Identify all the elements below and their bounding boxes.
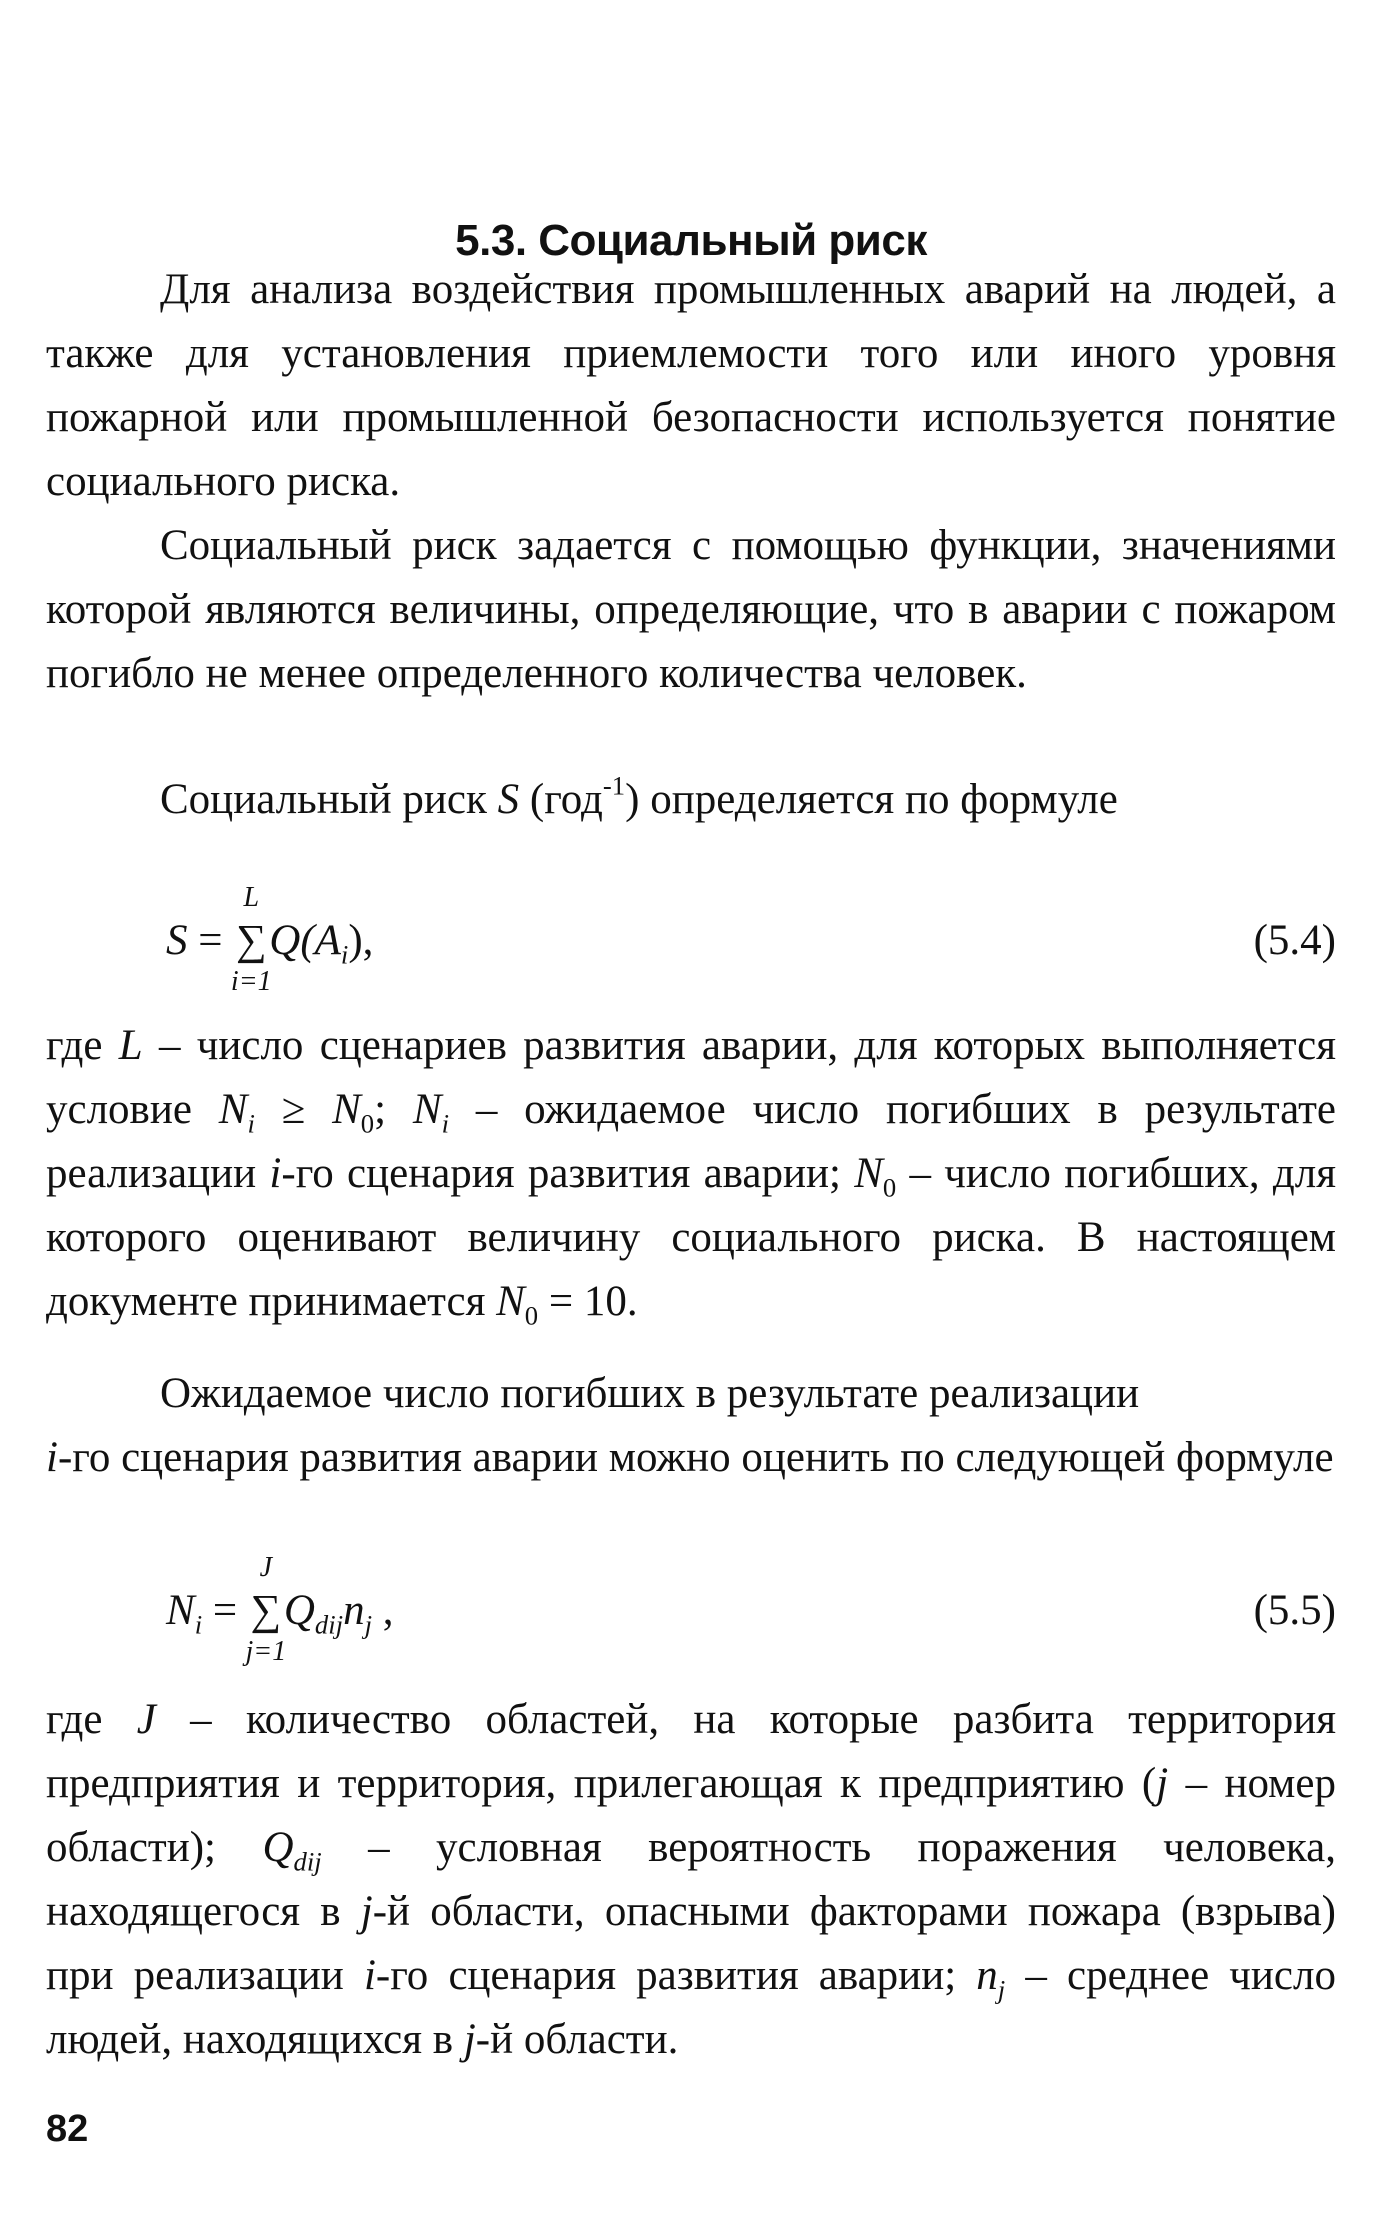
paragraph-formula-lead: Социальный риск S (год$^{-1}$) определяется по формуле [160,770,1118,823]
section-heading: 5.3. Социальный риск [455,216,927,265]
formula-5-4 [46,880,1336,1000]
summation-sign: ∑ J j=1 [245,1552,287,1667]
paragraph-definitions-5-5: где J – количество областей, на которые разбита территория предприятия и территория, прилегающая к предприятию (j – номер области); $Q_{dij}$ – условная вероятность поражения человека, находящегося в j-й области, опасными факторами пожара (взрыва) при реализации i-го сценария развития аварии; $n_j$ – среднее число людей, находящихся в j-й области. [46,1696,1336,2063]
formula-5-5-expression: $N_i$ = ∑ J j=1 $Q_{dij}n_j$ , [166,1552,394,1667]
summation-sign: ∑ L i=1 [230,882,272,997]
paragraph-definitions-5-4: где L – число сценариев развития аварии, для которых выполняется условие $N_i \ge N_0$; $N_i$ – ожидаемое число погибших в результате реализации i-го сценария развития аварии; $N_0$ – число погибших, для которого оценивают величину социального риска. В настоящем документе принимается $N_0 = 10$. [46,1022,1336,1331]
paragraph-intro: Для анализа воздействия промышленных аварий на людей, а также для установления приемлемости того или иного уровня пожарной или промышленной безопасности используется понятие социального риска. [46,266,1336,505]
page-number: 82 [46,2108,89,2150]
formula-5-4-expression: S = ∑ L i=1 $Q(A_i)$, [166,882,374,997]
paragraph-definition: Социальный риск задается с помощью функции, значениями которой являются величины, определяющие, что в аварии с пожаром погибло не менее определенного количества человек. [46,522,1336,697]
equation-number: (5.4) [1253,917,1336,964]
paragraph-expected-deaths: Ожидаемое число погибших в результате реализации i-го сценария развития аварии можно оценить по следующей формуле [46,1370,1334,1481]
formula-5-5 [46,1550,1336,1670]
equation-number: (5.5) [1253,1587,1336,1634]
document-page [46,0,1336,2213]
